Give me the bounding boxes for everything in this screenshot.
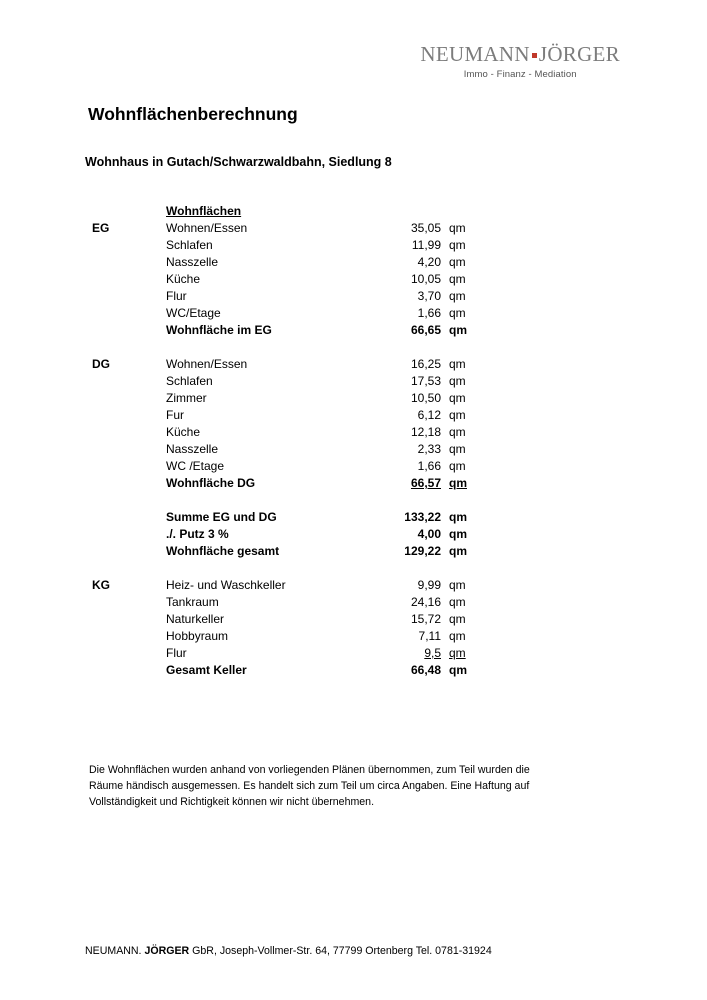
summary-label: Wohnfläche gesamt bbox=[166, 544, 280, 558]
unit-label: qm bbox=[449, 408, 466, 422]
table-row bbox=[0, 645, 707, 662]
table-row bbox=[0, 628, 707, 645]
summary-row bbox=[0, 526, 707, 543]
room-label: Zimmer bbox=[166, 391, 207, 405]
room-label: Küche bbox=[166, 272, 201, 286]
unit-label: qm bbox=[449, 238, 466, 252]
room-label: Wohnen/Essen bbox=[166, 357, 248, 371]
section-heading-row bbox=[0, 203, 707, 220]
room-label: Küche bbox=[166, 425, 201, 439]
room-area: 12,18 bbox=[410, 425, 441, 439]
table-row bbox=[0, 356, 707, 373]
room-area: 2,33 bbox=[417, 442, 441, 456]
unit-label: qm bbox=[449, 255, 466, 269]
company-logo bbox=[420, 42, 620, 80]
room-label: Nasszelle bbox=[166, 442, 219, 456]
unit-label: qm bbox=[449, 425, 466, 439]
unit-label: qm bbox=[449, 646, 466, 660]
summary-label: Summe EG und DG bbox=[166, 510, 277, 524]
room-label: Schlafen bbox=[166, 374, 213, 388]
unit-label: qm bbox=[449, 595, 466, 609]
unit-label: qm bbox=[449, 578, 466, 592]
room-area: 9,99 bbox=[417, 578, 441, 592]
total-label: Wohnfläche im EG bbox=[166, 323, 272, 337]
unit-label: qm bbox=[449, 391, 466, 405]
footer-name-right: JÖRGER bbox=[144, 945, 190, 957]
room-area: 4,20 bbox=[417, 255, 441, 269]
room-label: Nasszelle bbox=[166, 255, 219, 269]
table-row bbox=[0, 254, 707, 271]
spacer bbox=[0, 492, 707, 509]
floor-label-kg: KG bbox=[92, 578, 110, 592]
unit-label: qm bbox=[449, 323, 467, 337]
kg-total-row bbox=[0, 662, 707, 679]
table-row bbox=[0, 407, 707, 424]
room-label: Heiz- und Waschkeller bbox=[166, 578, 286, 592]
table-row bbox=[0, 271, 707, 288]
unit-label: qm bbox=[449, 612, 466, 626]
table-row bbox=[0, 305, 707, 322]
document-subtitle: Wohnhaus in Gutach/Schwarzwaldbahn, Siedlung 8 bbox=[85, 155, 392, 169]
table-row bbox=[0, 441, 707, 458]
room-area: 17,53 bbox=[410, 374, 441, 388]
logo-tagline: Immo - Finanz - Mediation bbox=[463, 69, 577, 80]
spacer bbox=[0, 339, 707, 356]
room-label: Wohnen/Essen bbox=[166, 221, 248, 235]
footer-details: GbR, Joseph-Vollmer-Str. 64, 77799 Ortenberg Tel. 0781-31924 bbox=[189, 945, 492, 957]
dg-total-row bbox=[0, 475, 707, 492]
room-label: Naturkeller bbox=[166, 612, 225, 626]
total-label: Gesamt Keller bbox=[166, 663, 247, 677]
area-table bbox=[0, 203, 707, 679]
unit-label: qm bbox=[449, 221, 466, 235]
summary-row bbox=[0, 543, 707, 560]
room-label: Tankraum bbox=[166, 595, 219, 609]
room-label: Schlafen bbox=[166, 238, 213, 252]
table-row bbox=[0, 594, 707, 611]
table-row bbox=[0, 390, 707, 407]
room-label: WC /Etage bbox=[166, 459, 225, 473]
total-area: 66,65 bbox=[410, 323, 441, 337]
room-area: 1,66 bbox=[417, 459, 441, 473]
table-row bbox=[0, 288, 707, 305]
room-area: 15,72 bbox=[410, 612, 441, 626]
room-label: Fur bbox=[166, 408, 184, 422]
summary-label: ./. Putz 3 % bbox=[166, 527, 229, 541]
room-label: WC/Etage bbox=[166, 306, 221, 320]
unit-label: qm bbox=[449, 544, 467, 558]
section-heading: Wohnflächen bbox=[166, 204, 242, 218]
eg-total-row bbox=[0, 322, 707, 339]
summary-row bbox=[0, 509, 707, 526]
logo-name-right: JÖRGER bbox=[538, 42, 620, 66]
unit-label: qm bbox=[449, 476, 467, 490]
room-area: 9,5 bbox=[424, 646, 441, 660]
table-row bbox=[0, 237, 707, 254]
unit-label: qm bbox=[449, 459, 466, 473]
room-area: 6,12 bbox=[417, 408, 441, 422]
unit-label: qm bbox=[449, 510, 467, 524]
logo-name-left: NEUMANN bbox=[420, 42, 530, 66]
room-area: 7,11 bbox=[418, 629, 441, 643]
disclaimer-note: Die Wohnflächen wurden anhand von vorliegenden Plänen übernommen, zum Teil wurden die Räume händisch ausgemessen. Es handelt sich zum Teil um circa Angaben. Eine Haftung auf Vollständigkeit und Richtigkeit können wir nicht übernehmen. bbox=[89, 764, 530, 808]
floor-label-eg: EG bbox=[92, 221, 110, 235]
table-row bbox=[0, 458, 707, 475]
logo-wordmark bbox=[420, 42, 620, 67]
room-label: Flur bbox=[166, 646, 187, 660]
document-title: Wohnflächenberechnung bbox=[88, 104, 298, 124]
footer-address bbox=[85, 945, 492, 957]
table-row bbox=[0, 373, 707, 390]
table-row bbox=[0, 424, 707, 441]
room-label: Hobbyraum bbox=[166, 629, 229, 643]
room-area: 11,99 bbox=[411, 238, 441, 252]
unit-label: qm bbox=[449, 289, 466, 303]
summary-value: 133,22 bbox=[404, 510, 441, 524]
table-row bbox=[0, 220, 707, 237]
total-area: 66,48 bbox=[410, 663, 441, 677]
total-label: Wohnfläche DG bbox=[166, 476, 256, 490]
room-area: 35,05 bbox=[410, 221, 441, 235]
unit-label: qm bbox=[449, 629, 466, 643]
room-area: 3,70 bbox=[417, 289, 441, 303]
unit-label: qm bbox=[449, 442, 466, 456]
room-area: 24,16 bbox=[410, 595, 441, 609]
room-area: 10,50 bbox=[410, 391, 441, 405]
total-area: 66,57 bbox=[410, 476, 441, 490]
unit-label: qm bbox=[449, 527, 467, 541]
unit-label: qm bbox=[449, 357, 466, 371]
footer-name-left: NEUMANN. bbox=[85, 945, 142, 957]
room-area: 1,66 bbox=[417, 306, 441, 320]
unit-label: qm bbox=[449, 272, 466, 286]
spacer bbox=[0, 560, 707, 577]
unit-label: qm bbox=[449, 374, 466, 388]
table-row bbox=[0, 577, 707, 594]
table-row bbox=[0, 611, 707, 628]
unit-label: qm bbox=[449, 306, 466, 320]
unit-label: qm bbox=[449, 663, 467, 677]
summary-value: 4,00 bbox=[417, 527, 441, 541]
logo-separator-square bbox=[532, 53, 537, 58]
floor-label-dg: DG bbox=[92, 357, 110, 371]
summary-value: 129,22 bbox=[404, 544, 441, 558]
room-area: 10,05 bbox=[410, 272, 441, 286]
room-area: 16,25 bbox=[410, 357, 441, 371]
room-label: Flur bbox=[166, 289, 187, 303]
